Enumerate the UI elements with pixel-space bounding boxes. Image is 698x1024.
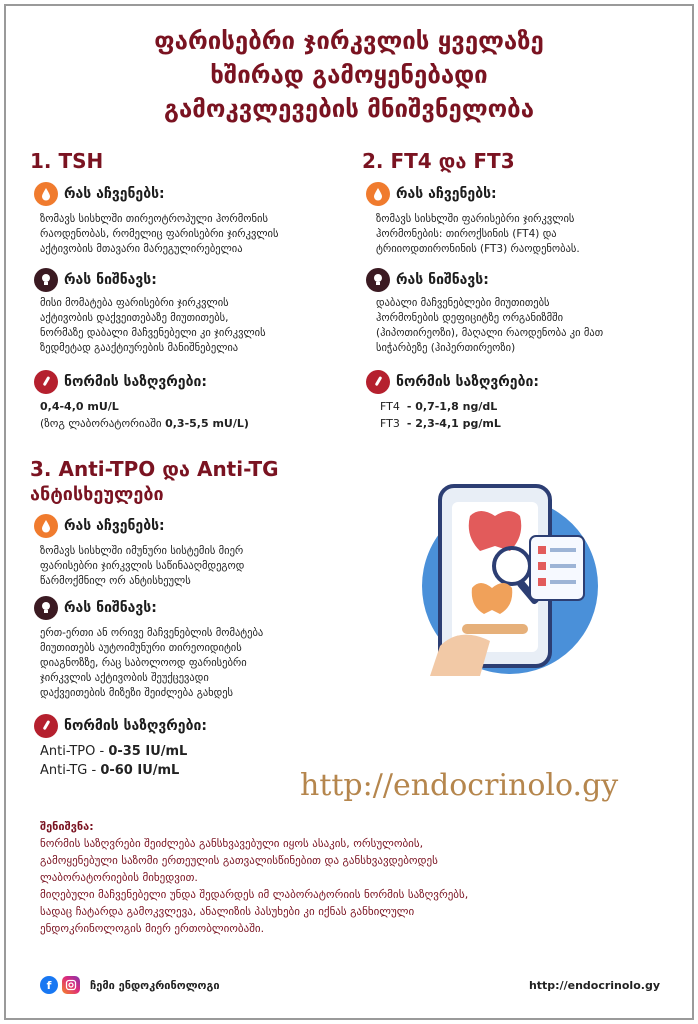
instagram-icon[interactable] bbox=[62, 976, 80, 994]
ft-what-label: რას აჩვენებს: bbox=[396, 186, 497, 202]
tsh-what-label: რას აჩვენებს: bbox=[64, 186, 165, 202]
tsh-norm-alt-prefix: (ზოგ ლაბორატორიაში bbox=[40, 417, 166, 430]
tsh-what-text bbox=[40, 212, 278, 257]
note-line: ლაბორატორიების მიხედვით. bbox=[40, 871, 198, 884]
anti-meaning-text bbox=[40, 626, 263, 701]
lightbulb-icon bbox=[366, 268, 390, 292]
title-line-1: ფარისებრი ჯირკვლის ყველაზე bbox=[154, 27, 544, 55]
page-title bbox=[20, 24, 678, 126]
tsh-norm-values bbox=[40, 398, 249, 432]
test-tube-icon bbox=[34, 714, 58, 738]
anti-tg-range: 0-60 IU/mL bbox=[100, 763, 180, 778]
tsh-meaning-line: ზედმეტად გააქტიურების მანიშნებელია bbox=[40, 342, 239, 354]
tsh-what-subhead bbox=[34, 182, 165, 206]
ft-what-line: ტრიიოდთირონინის (FT3) რაოდენობას. bbox=[376, 243, 580, 255]
anti-meaning-line: მიუთითებს აუტოიმუნური თირეოიდიტის bbox=[40, 642, 242, 654]
lightbulb-icon bbox=[34, 268, 58, 292]
footer-url[interactable]: http://endocrinolo.gy bbox=[528, 978, 660, 992]
drop-icon bbox=[34, 182, 58, 206]
ft4-range: - 0,7-1,8 ng/dL bbox=[406, 400, 498, 413]
title-line-3: გამოკვლევების მნიშვნელობა bbox=[164, 95, 534, 123]
anti-subheading: ანტისხეულები bbox=[30, 484, 164, 505]
anti-meaning-line: ერთ-ერთი ან ორივე მაჩვენებლის მომატება bbox=[40, 627, 264, 639]
ft-norm-subhead bbox=[366, 370, 539, 394]
anti-tpo-label: Anti-TPO - bbox=[40, 744, 109, 759]
test-tube-icon bbox=[34, 370, 58, 394]
ft-norm-label: ნორმის საზღვრები: bbox=[396, 374, 539, 390]
anti-norm-subhead bbox=[34, 714, 207, 738]
tsh-what-line: რაოდენობას, რომელიც ფარისებრი ჯირკვლის bbox=[40, 228, 279, 240]
tsh-what-line: ზომავს სისხლში თირეოტროპული ჰორმონის bbox=[40, 213, 268, 225]
tsh-norm-range: 0,4-4,0 mU/L bbox=[40, 400, 119, 413]
note-line: ნორმის საზღვრები შეიძლება განსხვავებული იყოს ასაკის, ორსულობის, bbox=[40, 837, 424, 850]
anti-heading: 3. Anti-TPO და Anti-TG bbox=[30, 457, 279, 481]
anti-meaning-label: რას ნიშნავს: bbox=[64, 600, 157, 616]
ft4-label: FT4 bbox=[380, 400, 400, 413]
watermark-url[interactable]: http://endocrinolo.gy bbox=[300, 768, 619, 803]
tsh-heading: 1. TSH bbox=[30, 149, 104, 173]
tsh-norm-subhead bbox=[34, 370, 207, 394]
anti-meaning-subhead bbox=[34, 596, 157, 620]
ft-meaning-line: ჰორმონების დეფიციტზე ორგანიზმში bbox=[376, 312, 564, 324]
ft-what-text bbox=[376, 212, 580, 257]
ft3-label: FT3 bbox=[380, 417, 400, 430]
anti-what-line: ზომავს სისხლში იმუნური სისტემის მიერ bbox=[40, 545, 244, 557]
facebook-icon[interactable]: f bbox=[40, 976, 58, 994]
tsh-norm-alt-range: 0,3-5,5 mU/L) bbox=[165, 417, 249, 430]
phone-thyroid-illustration bbox=[400, 476, 600, 686]
footer bbox=[40, 972, 660, 998]
tsh-meaning-line: ნორმაზე დაბალი მაჩვენებელი კი ჯირკვლის bbox=[40, 327, 266, 339]
note-block bbox=[40, 818, 660, 937]
tsh-what-line: აქტივობის მთავარი მარეგულირებელია bbox=[40, 243, 243, 255]
anti-tg-label: Anti-TG - bbox=[40, 763, 101, 778]
title-line-2: ხშირად გამოყენებადი bbox=[210, 61, 488, 89]
test-tube-icon bbox=[366, 370, 390, 394]
ft-meaning-line: დაბალი მაჩვენებლები მიუთითებს bbox=[376, 297, 550, 309]
drop-icon bbox=[34, 514, 58, 538]
ft-meaning-line: (ჰიპოთირეოზი), მაღალი რაოდენობა კი მათ bbox=[376, 327, 604, 339]
anti-what-text bbox=[40, 544, 244, 589]
anti-norm-label: ნორმის საზღვრები: bbox=[64, 718, 207, 734]
tsh-norm-label: ნორმის საზღვრები: bbox=[64, 374, 207, 390]
anti-tpo-range: 0-35 IU/mL bbox=[108, 744, 188, 759]
tsh-meaning-text bbox=[40, 296, 266, 356]
ft-what-line: ზომავს სისხლში ფარისებრი ჯირკვლის bbox=[376, 213, 575, 225]
ft-meaning-label: რას ნიშნავს: bbox=[396, 272, 489, 288]
tsh-meaning-line: აქტივობის დაქვეითებაზე მიუთითებს, bbox=[40, 312, 229, 324]
tsh-meaning-subhead bbox=[34, 268, 157, 292]
drop-icon bbox=[366, 182, 390, 206]
ft-what-subhead bbox=[366, 182, 497, 206]
ft-what-line: ჰორმონების: თიროქსინის (FT4) და bbox=[376, 228, 557, 240]
ft3-range: - 2,3-4,1 pg/mL bbox=[406, 417, 501, 430]
note-line: გამოყენებული საზომი ერთეულის გათვალისწინებით და განსხვავდებოდეს bbox=[40, 854, 438, 867]
note-line: მიღებული მაჩვენებელი უნდა შედარდეს იმ ლაბორატორიის ნორმის საზღვრებს, bbox=[40, 888, 469, 901]
lightbulb-icon bbox=[34, 596, 58, 620]
anti-norm-values bbox=[40, 742, 187, 780]
anti-what-subhead bbox=[34, 514, 165, 538]
ft-meaning-text bbox=[376, 296, 603, 356]
note-heading: შენიშვნა: bbox=[40, 820, 94, 833]
tsh-meaning-label: რას ნიშნავს: bbox=[64, 272, 157, 288]
anti-what-line: ფარისებრი ჯირკვლის საწინააღმდეგოდ bbox=[40, 560, 245, 572]
ft-meaning-subhead bbox=[366, 268, 489, 292]
ft-meaning-line: სიჭარბეზე (ჰიპერთირეოზი) bbox=[376, 342, 516, 354]
ft-norm-values bbox=[380, 398, 501, 432]
anti-what-label: რას აჩვენებს: bbox=[64, 518, 165, 534]
note-line: სადაც ჩატარდა გამოკვლევა, ანალიზის პასუხები კი იქნას განხილული bbox=[40, 905, 415, 918]
anti-meaning-line: დაქვეითების მიზეზი შეიძლება გახდეს bbox=[40, 687, 234, 699]
anti-what-line: წარმოქმნილ ორ ანტისხეულს bbox=[40, 575, 191, 587]
tsh-meaning-line: მისი მომატება ფარისებრი ჯირკვლის bbox=[40, 297, 229, 309]
note-line: ენდოკრინოლოგის მიერ ერთობლიობაში. bbox=[40, 922, 265, 935]
footer-brand: ჩემი ენდოკრინოლოგი bbox=[90, 978, 220, 992]
anti-meaning-line: ჯირკვლის აქტივობის შეუქცევადი bbox=[40, 672, 209, 684]
ft-heading: 2. FT4 და FT3 bbox=[362, 149, 515, 173]
anti-meaning-line: დიაგნოზზე, რაც საბოლოოდ ფარისებრი bbox=[40, 657, 247, 669]
